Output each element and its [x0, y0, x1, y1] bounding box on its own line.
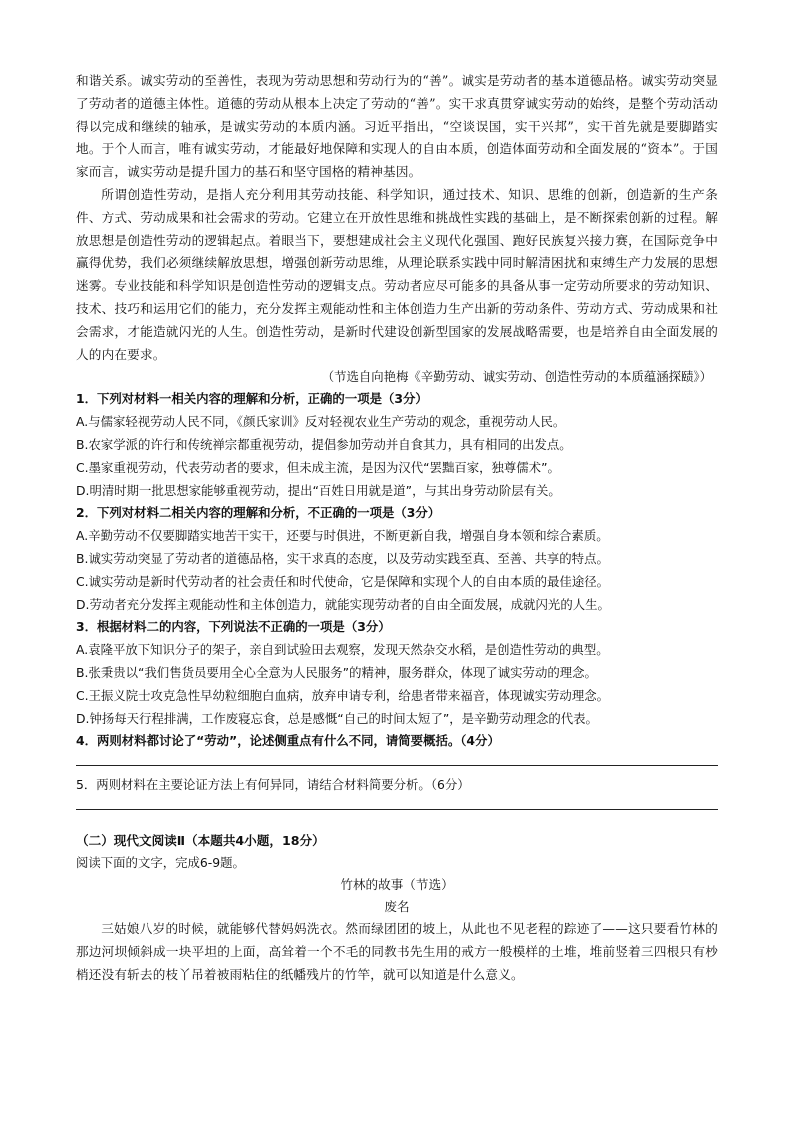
story-paragraph: 三姑娘八岁的时候，就能够代替妈妈洗衣。然而绿团团的坡上，从此也不见老程的踪迹了——这只要看竹林的那边河坝倾斜成一块平坦的上面，高耸着一个不毛的同教书先生用的戒方一般模样的土堆，堆前竖着三四根只有杪梢还没有斩去的枝丫吊着被雨粘住的纸幡残片的竹竿，就可以知道是什么意义。	[76, 920, 718, 982]
option-a[interactable]: A.与儒家轻视劳动人民不同，《颜氏家训》反对轻视农业生产劳动的观念，重视劳动人民。	[76, 414, 566, 430]
question-stem: 3．根据材料二的内容，下列说法不正确的一项是（3分）	[76, 619, 391, 635]
section-title: （二）现代文阅读Ⅱ（本题共4小题，18分）	[76, 832, 325, 848]
story-author: 废名	[384, 898, 410, 914]
option-c[interactable]: C.王振义院士攻克急性早幼粒细胞白血病，放弃申请专利，给患者带来福音，体现诚实劳动理念。	[76, 687, 609, 703]
option-c[interactable]: C.墨家重视劳动，代表劳动者的要求，但未成主流，是因为汉代“罢黜百家，独尊儒术”。	[76, 459, 560, 475]
exam-page	[76, 70, 718, 986]
option-d[interactable]: D.明清时期一批思想家能够重视劳动，提出“百姓日用就是道”，与其出身劳动阶层有关。	[76, 482, 561, 498]
answer-line[interactable]	[76, 753, 718, 766]
question-stem: 5．两则材料在主要论证方法上有何异同，请结合材料简要分析。（6分）	[76, 777, 470, 793]
story-title: 竹林的故事（节选）	[340, 876, 454, 892]
section-instruction: 阅读下面的文字，完成6-9题。	[76, 854, 245, 870]
option-a[interactable]: A.袁隆平放下知识分子的架子，亲自到试验田去观察，发现天然杂交水稻，是创造性劳动的典型。	[76, 642, 609, 658]
source-citation: （节选自向艳梅《辛勤劳动、诚实劳动、创造性劳动的本质蕴涵探赜》）	[321, 369, 712, 385]
material-paragraph: 和谐关系。诚实劳动的至善性，表现为劳动思想和劳动行为的“善”。诚实是劳动者的基本道德品格。诚实劳动突显了劳动者的道德主体性。道德的劳动从根本上决定了劳动的“善”。实干求真贯穿诚实劳动的始终，是整个劳动活动得以完成和继续的轴承，是诚实劳动的本质内涵。习近平指出，“空谈误国，实干兴邦”，实干首先就是要脚踏实地。于个人而言，唯有诚实劳动，才能最好地保障和实现人的自由本质，创造体面劳动和全面发展的“资本”。于国家而言，诚实劳动是提升国力的基石和坚守国格的精神基因。	[76, 73, 718, 180]
option-b[interactable]: B.诚实劳动突显了劳动者的道德品格，实干求真的态度，以及劳动实践至真、至善、共享的特点。	[76, 550, 609, 566]
option-b[interactable]: B.张秉贵以“我们售货员要用全心全意为人民服务”的精神，服务群众，体现了诚实劳动的理念。	[76, 664, 597, 680]
question-stem: 1．下列对材料一相关内容的理解和分析，正确的一项是（3分）	[76, 391, 428, 407]
option-d[interactable]: D.劳动者充分发挥主观能动性和主体创造力，就能实现劳动者的自由全面发展，成就闪光的人生。	[76, 596, 610, 612]
option-a[interactable]: A.辛勤劳动不仅要脚踏实地苦干实干，还要与时俱进，不断更新自我，增强自身本领和综合素质。	[76, 528, 609, 544]
question-stem: 4．两则材料都讨论了“劳动”，论述侧重点有什么不同，请简要概括。（4分）	[76, 733, 500, 749]
question-stem: 2．下列对材料二相关内容的理解和分析，不正确的一项是（3分）	[76, 505, 441, 521]
answer-line[interactable]	[76, 797, 718, 810]
option-c[interactable]: C.诚实劳动是新时代劳动者的社会责任和时代使命，它是保障和实现个人的自由本质的最佳途径。	[76, 573, 609, 589]
option-d[interactable]: D.钟扬每天行程排满，工作废寝忘食，总是感慨“自己的时间太短了”，是辛勤劳动理念的代表。	[76, 710, 598, 726]
option-b[interactable]: B.农家学派的许行和传统禅宗都重视劳动，提倡参加劳动并自食其力，具有相同的出发点。	[76, 436, 572, 452]
material-paragraph: 所谓创造性劳动，是指人充分利用其劳动技能、科学知识，通过技术、知识、思维的创新，创造新的生产条件、方式、劳动成果和社会需求的劳动。它建立在开放性思维和挑战性实践的基础上，是不断探索创新的过程。解放思想是创造性劳动的逻辑起点。着眼当下，要想建成社会主义现代化强国、跑好民族复兴接力赛，在国际竞争中赢得优势，我们必须继续解放思想，增强创新劳动思维，从理论联系实践中同时解清困扰和束缚生产力发展的思想迷雾。专业技能和科学知识是创造性劳动的逻辑支点。劳动者应尽可能多的具备从事一定劳动所要求的劳动知识、技术、技巧和运用它们的能力，充分发挥主观能动性和主体创造力生产出新的劳动条件、劳动方式、劳动成果和社会需求，才能造就闪光的人生。创造性劳动，是新时代建设创新型国家的发展战略需要，也是培养自由全面发展的人的内在要求。	[76, 186, 718, 362]
